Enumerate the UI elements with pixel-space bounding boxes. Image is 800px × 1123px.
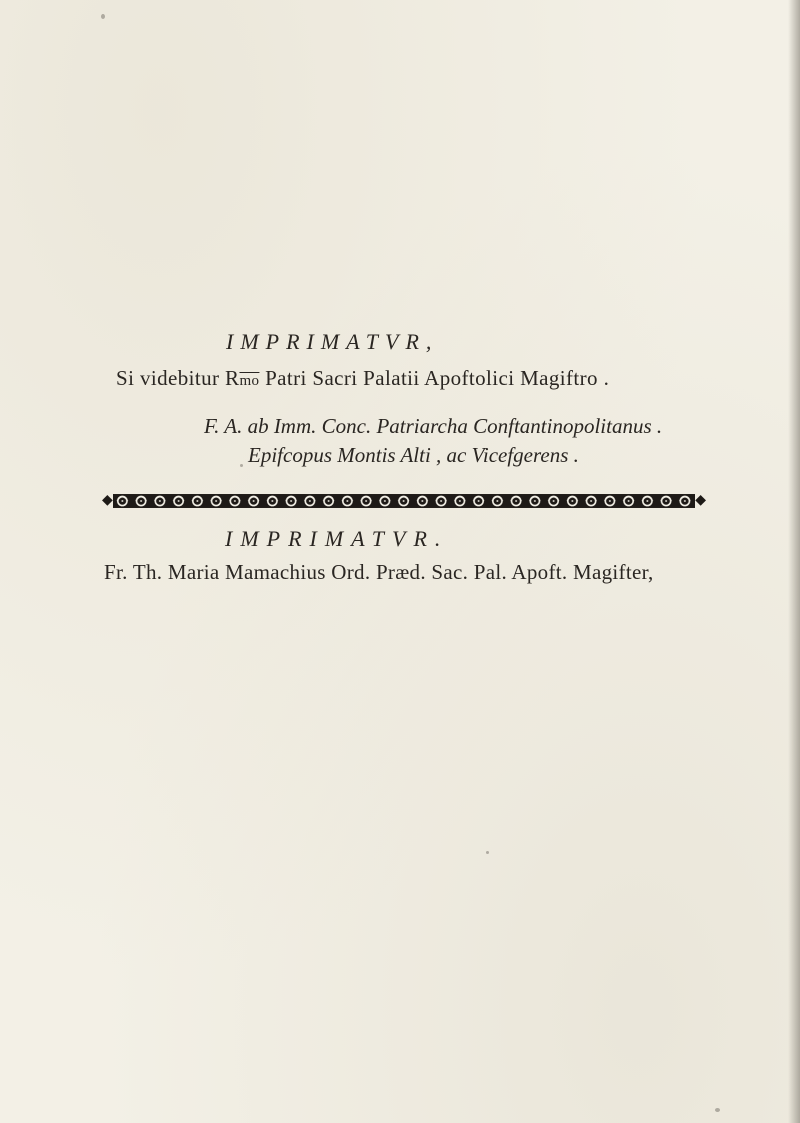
imprimatur-heading-first: IMPRIMATVR, (226, 329, 439, 354)
imprimatur-heading-second: IMPRIMATVR. (225, 526, 449, 551)
ink-speck (715, 1108, 720, 1112)
signatory-line-mamachius: Fr. Th. Maria Mamachius Ord. Præd. Sac. Pal. Apoft. Magifter, (104, 560, 654, 584)
show-through-bleed (120, 40, 720, 320)
signatory-line-patriarcha: F. A. ab Imm. Conc. Patriarcha Conftantinopolitanus . (204, 414, 663, 438)
approval-line-text-start: Si videbitur R (116, 366, 240, 390)
ink-speck (240, 464, 243, 467)
ornament-left-end-icon: ◆ (102, 493, 113, 508)
reverendissimo-abbreviation: $\overline{mo}$ (239, 373, 260, 389)
ornament-chain-icon (113, 491, 695, 511)
ornament-right-end-icon: ◆ (695, 493, 706, 508)
ink-speck (101, 14, 105, 19)
page-edge-shadow (788, 0, 800, 1123)
approval-line-magister (116, 366, 609, 391)
approval-line-text-end: Patri Sacri Palatii Apoftolici Magiftro . (259, 366, 610, 390)
signatory-line-episcopus: Epifcopus Montis Alti , ac Vicefgerens . (248, 443, 579, 467)
ink-speck (486, 851, 489, 854)
ornamental-border-band (102, 491, 706, 511)
